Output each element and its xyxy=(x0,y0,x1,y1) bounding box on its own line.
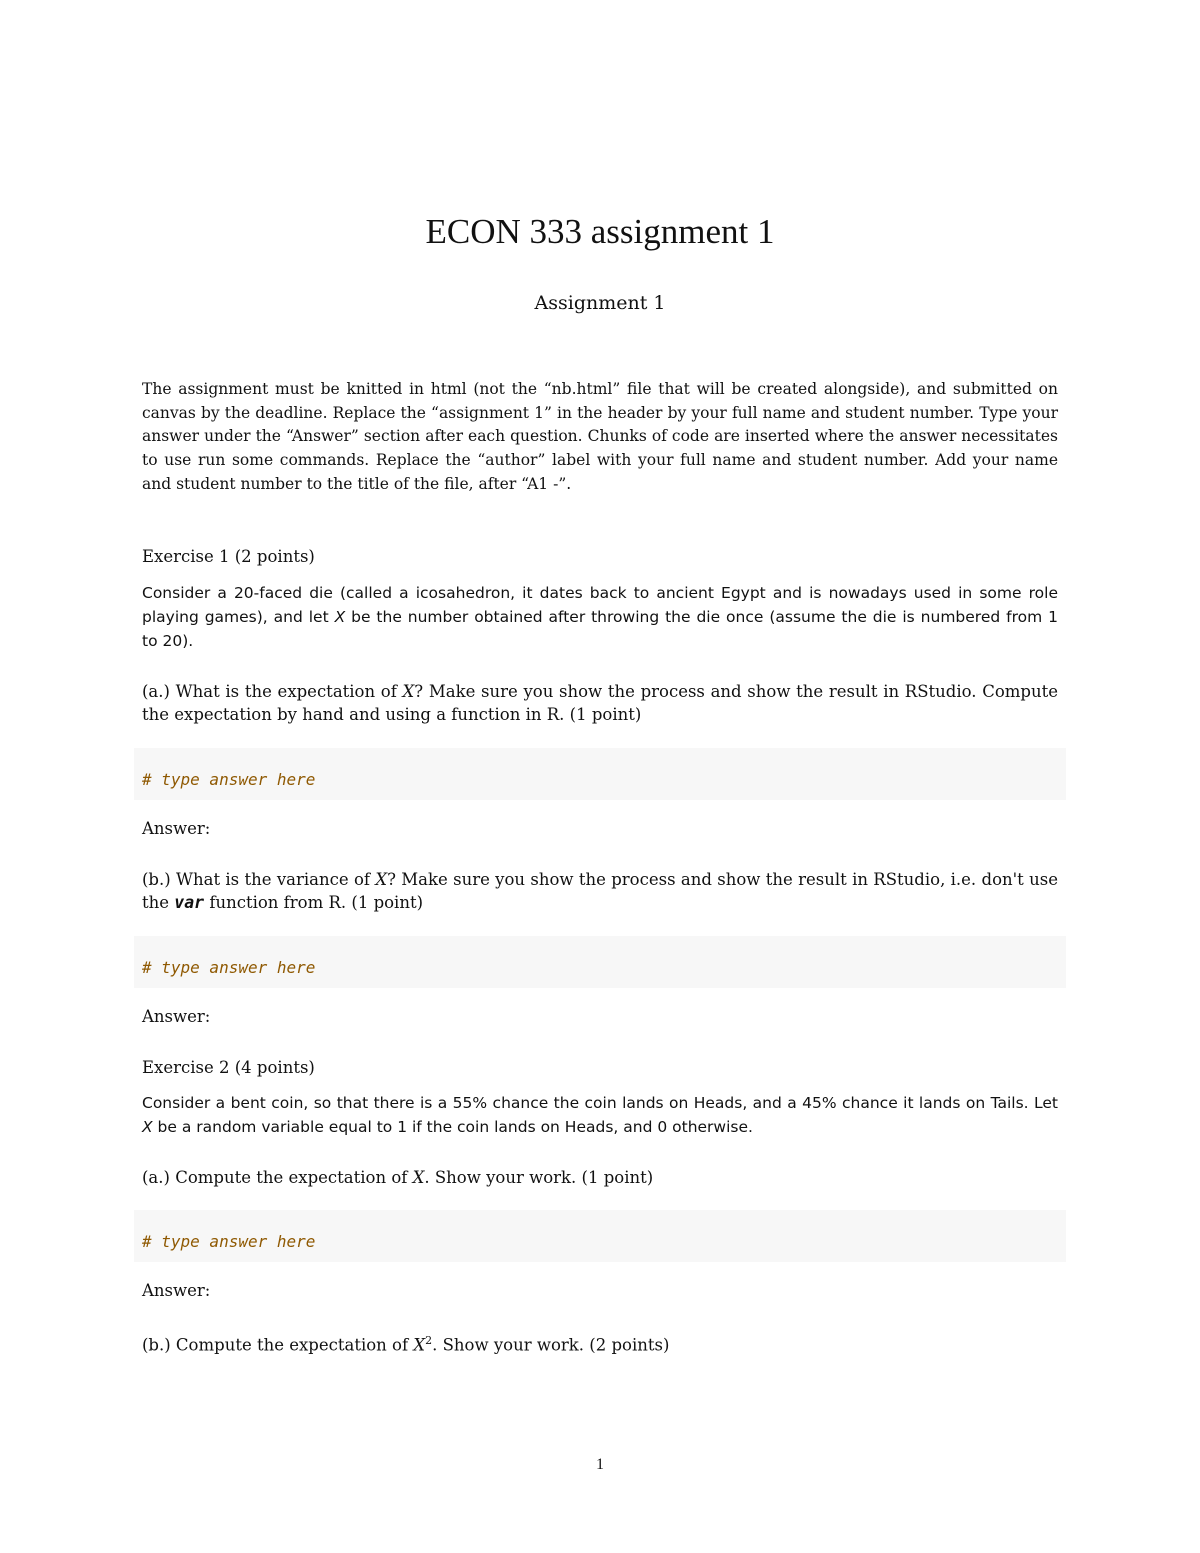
exercise-1-description xyxy=(142,581,1058,653)
exercise-1b-code-chunk[interactable] xyxy=(134,936,1066,988)
exercise-1b-text-c: function from R. (1 point) xyxy=(204,893,424,912)
exercise-1a-label: (a.) xyxy=(142,682,170,701)
exercise-2b-question xyxy=(142,1329,1058,1357)
exercise-2b-superscript: 2 xyxy=(425,1334,433,1347)
exercise-2-description xyxy=(142,1091,1058,1139)
exercise-2a-text-a: Compute the expectation of xyxy=(169,1168,413,1187)
document-subtitle: Assignment 1 xyxy=(534,292,666,314)
exercise-2-heading: Exercise 2 (4 points) xyxy=(142,1058,315,1077)
exercise-2a-var: X xyxy=(412,1168,425,1187)
exercise-2b-text-b: . Show your work. (2 points) xyxy=(432,1335,670,1355)
exercise-2-text-a: Consider a bent coin, so that there is a 55% chance the coin lands on Heads, and a 45% chance it lands on Tails. Let xyxy=(142,1094,1058,1112)
exercise-2a-answer-label: Answer: xyxy=(142,1281,211,1300)
exercise-2a-label: (a.) xyxy=(142,1168,170,1187)
exercise-2-text-b: be a random variable equal to 1 if the coin lands on Heads, and 0 otherwise. xyxy=(152,1118,753,1136)
exercise-1-heading: Exercise 1 (2 points) xyxy=(142,547,315,566)
exercise-1b-answer-label: Answer: xyxy=(142,1007,211,1026)
document-title: ECON 333 assignment 1 xyxy=(425,212,775,251)
exercise-2a-text-b: . Show your work. (1 point) xyxy=(424,1168,654,1187)
exercise-1a-answer-label: Answer: xyxy=(142,819,211,838)
exercise-2a-code-chunk[interactable] xyxy=(134,1210,1066,1262)
exercise-2-var: X xyxy=(142,1118,153,1136)
exercise-1a-question xyxy=(142,680,1058,726)
exercise-2b-text-a: Compute the expectation of xyxy=(170,1335,414,1355)
exercise-1a-code-chunk[interactable] xyxy=(134,748,1066,800)
exercise-1b-var-function: var xyxy=(174,893,205,912)
exercise-1b-var: X xyxy=(375,870,388,889)
exercise-1-text-a: Consider a 20-faced die (called a icosahedron, it dates back to ancient Egypt and is nowadays used in some role playing games), and let xyxy=(142,584,1058,626)
exercise-2a-question xyxy=(142,1166,1058,1189)
exercise-1a-text-b: ? Make sure you show the process and show the result in RStudio. Compute the expectation by hand and using a function in R. (1 point) xyxy=(142,682,1058,724)
exercise-1a-text-a: What is the expectation of xyxy=(169,682,403,701)
exercise-2b-var: X xyxy=(413,1335,426,1355)
exercise-1b-label: (b.) xyxy=(142,870,171,889)
exercise-1b-text-b: ? Make sure you show the process and show the result in RStudio, i.e. don't use the xyxy=(142,870,1058,912)
exercise-1b-code-comment: # type answer here xyxy=(142,958,316,977)
exercise-2b-label: (b.) xyxy=(142,1335,171,1355)
exercise-1b-text-a: What is the variance of xyxy=(170,870,376,889)
exercise-1-var: X xyxy=(334,608,346,626)
exercise-1a-var: X xyxy=(402,682,415,701)
exercise-2a-code-comment: # type answer here xyxy=(142,1232,316,1251)
exercise-1-text-b: be the number obtained after throwing the die once (assume the die is numbered from 1 to 20). xyxy=(142,608,1058,650)
exercise-1a-code-comment: # type answer here xyxy=(142,770,316,789)
page-number: 1 xyxy=(596,1456,604,1473)
intro-paragraph: The assignment must be knitted in html (not the “nb.html” file that will be created alongside), and submitted on canvas by the deadline. Replace the “assignment 1” in the header by your full name and student number. Type your answer under the “Answer” section after each question. Chunks of code are inserted where the answer necessitates to use run some commands. Replace the “author” label with your full name and student number. Add your name and student number to the title of the file, after “A1 -”. xyxy=(142,380,1058,493)
exercise-1b-question xyxy=(142,868,1058,914)
